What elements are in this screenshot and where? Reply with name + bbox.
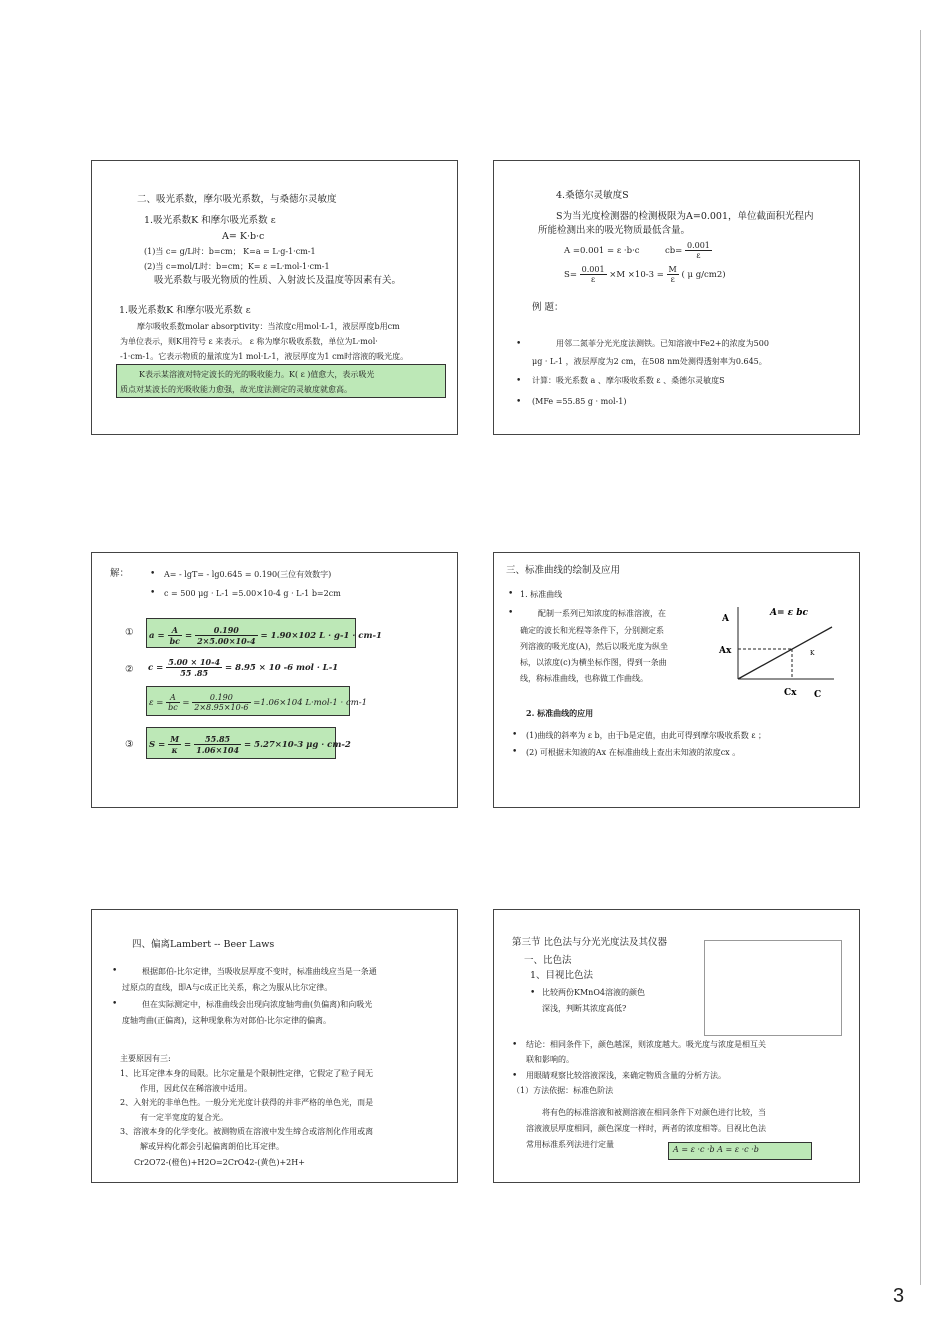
body-text: μg · L-1 ，液层厚度为2 cm，在508 nm处测得透射率为0.645。: [532, 357, 767, 366]
formula-label: A= ε bc: [770, 608, 809, 618]
body-text: (MFe =55.85 g · mol-1): [532, 397, 627, 406]
formula-text: ×M ×10-3 =: [609, 270, 664, 280]
image-placeholder: [704, 940, 842, 1036]
slide-absorption-coefficients: [91, 160, 458, 435]
slide-heading: 第三节 比色法与分光光度法及其仪器: [512, 937, 668, 948]
slide-standard-curve: [493, 552, 860, 808]
case-line: (2)当 c=mol/L时：b=cm；K= ε =L·mol-1·cm-1: [144, 262, 330, 271]
slide-colorimetry: [493, 909, 860, 1183]
body-text: 为单位表示，则K用符号 ε 来表示。 ε 称为摩尔吸收系数，单位为L·mol·: [120, 337, 378, 346]
fraction: $\frac{0.001}{\varepsilon}$: [686, 241, 710, 260]
slide-sandell-sensitivity: [493, 160, 860, 435]
highlight-text: 质点对某波长的光吸收能力愈强，故光度法测定的灵敏度就愈高。: [120, 385, 352, 394]
subheading: 1. 标准曲线: [520, 590, 563, 599]
body-text: (1)曲线的斜率为 ε b，由于b是定值，由此可得到摩尔吸收系数 ε ；: [526, 731, 767, 740]
subheading: 2. 标准曲线的应用: [526, 708, 594, 718]
body-text: S为当光度检测器的检测极限为A=0.001，单位截面积光程内: [556, 211, 814, 222]
bullet: •: [512, 1071, 518, 1081]
slide-deviation: [91, 909, 458, 1183]
formula-text: A =0.001 = ε ·b·c: [564, 246, 640, 256]
reason-line: 3、溶液本身的化学变化。被测物质在溶液中发生缔合或溶剂化作用或离: [120, 1127, 374, 1136]
method-label: （1）方法依据：标准色阶法: [512, 1086, 614, 1095]
highlight-box: [116, 364, 446, 398]
body-text: 过原点的直线，即A与c成正比关系，称之为服从比尔定律。: [122, 983, 333, 992]
bullet: •: [512, 1040, 518, 1050]
body-text: 深浅，判断其浓度高低?: [542, 1004, 627, 1013]
body-text: 结论：相同条件下，颜色越深，则浓度越大。吸光度与浓度是相互关: [526, 1040, 766, 1049]
formula-text: ( μ g/cm2): [681, 270, 726, 280]
slide-heading: 四、偏离Lambert -- Beer Laws: [132, 939, 275, 950]
y-axis-label: A: [722, 614, 729, 624]
body-text: 比较两份KMnO4溶液的颜色: [542, 988, 645, 997]
body-text: A= - lgT= - lg0.645 = 0.190(三位有效数字): [164, 570, 332, 579]
solution-label: 解：: [110, 568, 130, 579]
bullet: •: [512, 730, 518, 740]
formula-text: A = ε ·c ·b A = ε ·c ·b: [673, 1145, 759, 1154]
slide-solution: [91, 552, 458, 808]
subheading: 1.吸光系数K 和摩尔吸光系数 ε: [144, 215, 276, 226]
body-text: 溶液液层厚度相同，颜色深度一样时，两者的浓度相等。目视比色法: [526, 1124, 766, 1133]
body-text: 根据郎伯-比尔定律，当吸收层厚度不变时，标准曲线应当是一条通: [142, 967, 377, 976]
body-text: (2) 可根据未知液的Ax 在标准曲线上查出未知液的浓度cx 。: [526, 748, 741, 757]
equation-box: S = $\frac{M}{\kappa}$ = $\frac{55.85}{1.06\times 104}$ = 5.27×10-3 μg · cm-2: [146, 727, 336, 759]
slide-heading: 二、吸光系数，摩尔吸光系数，与桑德尔灵敏度: [137, 194, 337, 205]
ax-label: Ax: [719, 646, 732, 656]
body-text: 联和影响的。: [526, 1055, 574, 1064]
body-text: -1·cm-1。它表示物质的量浓度为1 mol·L-1，液层厚度为1 cm时溶液的吸光度。: [120, 352, 409, 361]
bullet: •: [150, 588, 156, 598]
section-label: 1、目视比色法: [530, 970, 594, 981]
reason-line: 有一定半宽度的复合光。: [140, 1113, 228, 1122]
page-divider-line: [920, 30, 921, 1285]
body-text: 配制一系列已知浓度的标准溶液，在: [538, 609, 666, 618]
step-number: ③: [125, 739, 134, 750]
slope-label: K: [810, 650, 815, 657]
case-line: (1)当 c= g/L时：b=cm； K=a = L·g-1·cm-1: [144, 247, 316, 256]
slide-heading: 三、标准曲线的绘制及应用: [506, 565, 621, 576]
body-text: 列溶液的吸光度(A)，然后以吸光度为纵坐: [520, 642, 669, 651]
fraction: $\frac{M}{\varepsilon}$: [668, 265, 677, 284]
calibration-line: [738, 627, 832, 679]
body-text: 标，以浓度(c)为横坐标作图，得到一条曲: [520, 658, 667, 667]
section-label: 一、比色法: [524, 955, 572, 966]
equation-box: a = $\frac{A}{bc}$ = $\frac{0.190}{2\times 5.00\times 10-4}$ = 1.90×102 L · g-1 · cm-1: [146, 618, 356, 648]
body-text: 线，称标准曲线，也称做工作曲线。: [520, 674, 648, 683]
reason-line: 解或异构化都会引起偏离朗伯比耳定律。: [140, 1142, 284, 1151]
reason-line: 作用，因此仅在稀溶液中适用。: [140, 1084, 252, 1093]
standard-curve-chart: [714, 597, 854, 707]
bullet: •: [516, 376, 522, 386]
bullet: •: [508, 608, 514, 618]
bullet: •: [530, 988, 536, 998]
formula-text: S=: [564, 270, 577, 280]
fraction: $\frac{0.001}{\varepsilon}$: [581, 265, 605, 284]
formula-box: [668, 1142, 812, 1160]
bullet: •: [516, 339, 522, 349]
bullet: •: [112, 966, 118, 976]
body-text: 但在实际测定中，标准曲线会出现向浓度轴弯曲(负偏离)和向吸光: [142, 1000, 373, 1009]
formula-row-2: [564, 265, 726, 284]
equation: c = $\frac{5.00 \times 10-4}{55 .85}$ = 8.95 × 10 -6 mol · L-1: [148, 657, 339, 678]
bullet: •: [512, 747, 518, 757]
body-text: 确定的波长和光程等条件下，分别测定系: [520, 626, 664, 635]
step-number: ②: [125, 664, 134, 675]
formula: A= K·b·c: [222, 231, 265, 242]
body-text: 用眼睛观察比较溶液深浅，来确定物质含量的分析方法。: [526, 1071, 726, 1080]
formula-row-1: [564, 241, 712, 260]
body-text: 用邻二氮菲分光光度法测铁。已知溶液中Fe2+的浓度为500: [556, 339, 769, 348]
subheading: 1.吸光系数K 和摩尔吸光系数 ε: [119, 305, 251, 316]
body-text: 度轴弯曲(正偏离)，这种现象称为对郎伯-比尔定律的偏离。: [122, 1016, 331, 1025]
body-text: 吸光系数与吸光物质的性质、入射波长及温度等因素有关。: [154, 275, 402, 286]
bullet: •: [112, 999, 118, 1009]
page-number: 3: [893, 1285, 905, 1307]
x-axis-label: C: [814, 690, 822, 700]
reason-line: 2、入射光的非单色性。一般分光光度计获得的并非严格的单色光，而是: [120, 1098, 374, 1107]
body-text: 常用标准系列法进行定量: [526, 1140, 614, 1149]
body-text: 所能检测出来的吸光物质最低含量。: [538, 225, 691, 236]
slide-heading: 4.桑德尔灵敏度S: [556, 190, 629, 201]
equation-box: ε = $\frac{A}{bc}$ = $\frac{0.190}{2\times 8.95\times 10-6}$ =1.06×104 L·mol-1 · cm-1: [146, 686, 350, 716]
body-text: 摩尔吸收系数molar absorptivity：当浓度c用mol·L-1，液层厚度b用cm: [137, 322, 400, 331]
highlight-text: K表示某溶液对特定波长的光的吸收能力。K( ε )值愈大，表示吸光: [139, 370, 375, 379]
body-text: 将有色的标准溶液和被测溶液在相同条件下对颜色进行比较，当: [542, 1108, 766, 1117]
chemical-equation: Cr2O72-(橙色)+H2O=2CrO42-(黄色)+2H+: [134, 1158, 305, 1167]
body-text: 计算：吸光系数 a 、摩尔吸收系数 ε 、桑德尔灵敏度S: [532, 376, 725, 385]
bullet: •: [150, 569, 156, 579]
bullet: •: [516, 397, 522, 407]
body-text: c = 500 μg · L-1 =5.00×10-4 g · L-1 b=2cm: [164, 589, 341, 598]
step-number: ①: [125, 627, 134, 638]
formula-text: cb=: [664, 246, 683, 256]
reason-heading: 主要原因有三:: [120, 1054, 171, 1063]
bullet: •: [508, 589, 514, 599]
example-label: 例 题：: [532, 302, 564, 313]
reason-line: 1、比耳定律本身的局限。比尔定量是个限制性定律，它假定了粒子间无: [120, 1069, 374, 1078]
cx-label: Cx: [784, 688, 797, 698]
